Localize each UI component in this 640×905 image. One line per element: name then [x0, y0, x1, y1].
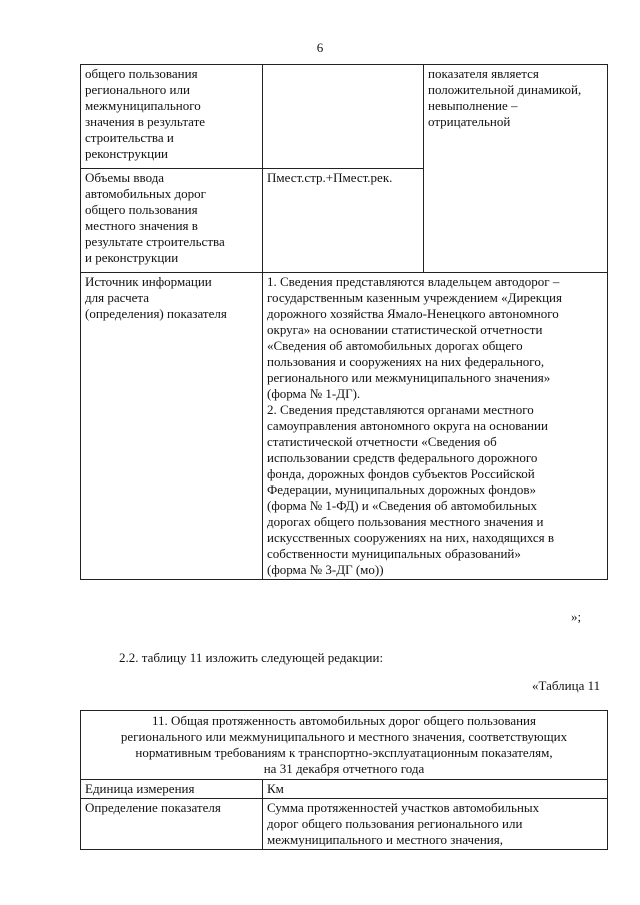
table-title: 11. Общая протяженность автомобильных дорог общего пользования регионального или межмуниципального и местного значения, соответствующих нормативным требованиям к транспортно-эксплуатационным показателям, на 31 декабря отчетного года	[81, 711, 608, 780]
table-label: «Таблица 11	[532, 678, 601, 693]
amendment-paragraph: 2.2. таблицу 11 изложить следующей редакции:	[119, 650, 384, 665]
closing-quote: »;	[571, 609, 582, 624]
row-value: Сумма протяженностей участков автомобильных дорог общего пользования регионального или межмуниципального и местного значения,	[263, 799, 608, 850]
row-label: Единица измерения	[81, 780, 263, 799]
table-row	[81, 799, 608, 850]
table-11	[80, 710, 608, 850]
row-value: Км	[263, 780, 608, 799]
table-row	[81, 65, 608, 169]
source-label-cell: Источник информации для расчета (определения) показателя	[81, 273, 263, 580]
indicator-name-cell: общего пользования регионального или межмуниципального значения в результате строительства и реконструкции	[81, 65, 263, 169]
page-number: 6	[316, 40, 324, 55]
formula-cell	[263, 65, 424, 169]
indicator-name-cell: Объемы ввода автомобильных дорог общего пользования местного значения в результате строительства и реконструкции	[81, 169, 263, 273]
table-row	[81, 780, 608, 799]
table-row	[81, 273, 608, 580]
table-row	[81, 711, 608, 780]
note-cell: показателя является положительной динамикой, невыполнение – отрицательной	[424, 65, 608, 273]
row-label: Определение показателя	[81, 799, 263, 850]
source-content-cell: 1. Сведения представляются владельцем автодорог – государственным казенным учреждением «Дирекция дорожного хозяйства Ямало-Ненецкого автономного округа» на основании статистической отчетности «Сведения об автомобильных дорогах общего пользования и сооружениях на них федерального, регионального или межмуниципального значения» (форма № 1-ДГ). 2. Сведения представляются органами местного самоуправления автономного округа на основании статистической отчетности «Сведения об использовании средств федерального дорожного фонда, дорожных фондов субъектов Российской Федерации, муниципальных дорожных фондов» (форма № 1-ФД) и «Сведения об автомобильных дорогах общего пользования местного значения и искусственных сооружениях на них, находящихся в собственности муниципальных образований» (форма № 3-ДГ (мо))	[263, 273, 608, 580]
formula-cell: Пмест.стр.+Пмест.рек.	[263, 169, 424, 273]
indicator-table	[80, 64, 608, 580]
